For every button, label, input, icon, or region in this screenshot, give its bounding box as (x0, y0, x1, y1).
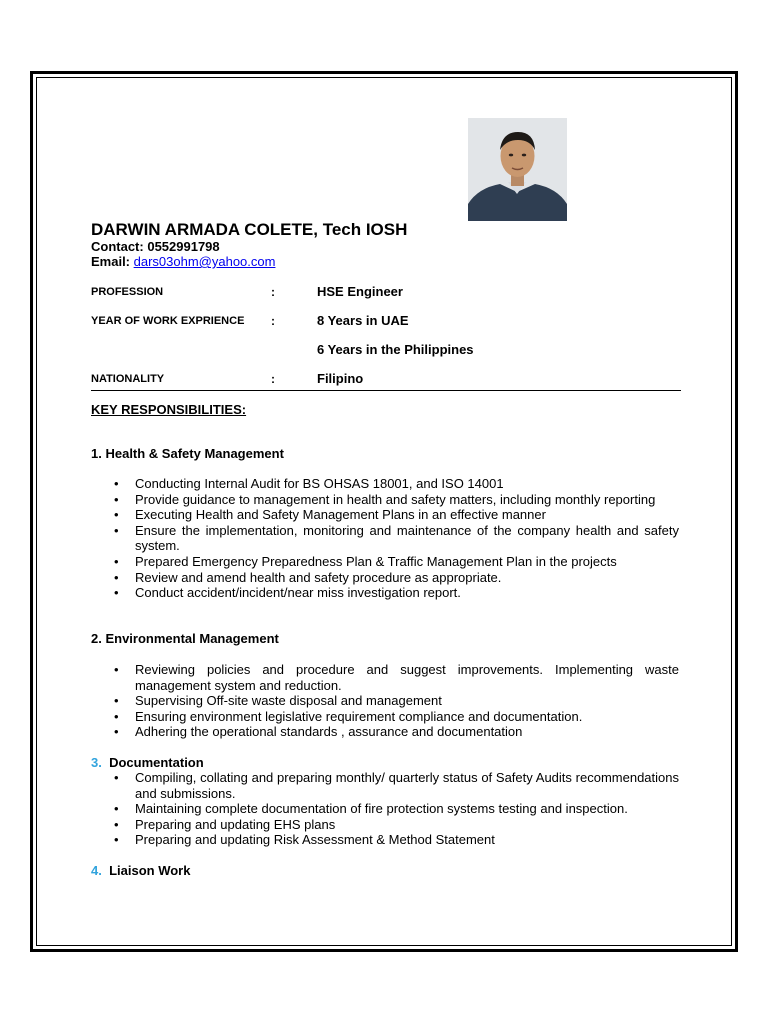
list-item: • Conduct accident/incident/near miss investigation report. (114, 585, 679, 601)
section-heading-health-safety (91, 446, 284, 461)
nationality-colon: : (271, 372, 275, 386)
list-item: • Conducting Internal Audit for BS OHSAS 18001, and ISO 14001 (114, 476, 679, 492)
section-number: 1. (91, 446, 102, 461)
experience-label: YEAR OF WORK EXPRIENCE (91, 315, 245, 327)
list-item: • Preparing and updating Risk Assessment & Method Statement (114, 832, 679, 848)
email-line (91, 254, 275, 269)
list-item: • Compiling, collating and preparing monthly/ quarterly status of Safety Audits recommendations and submissions. (114, 770, 679, 801)
experience-colon: : (271, 314, 275, 328)
section-number: 3. (91, 755, 102, 770)
list-item: • Executing Health and Safety Management Plans in an effective manner (114, 507, 679, 523)
section-heading-environmental (91, 631, 279, 646)
list-item: • Reviewing policies and procedure and suggest improvements. Implementing waste management system and reduction. (114, 662, 679, 693)
contact-label: Contact: (91, 239, 148, 254)
list-item: • Ensure the implementation, monitoring and maintenance of the company health and safety system. (114, 523, 679, 554)
section-title: Liaison Work (109, 863, 191, 878)
health-safety-list (114, 476, 679, 601)
profile-photo (468, 118, 567, 221)
list-item: • Provide guidance to management in health and safety matters, including monthly reporting (114, 492, 679, 508)
email-link[interactable]: dars03ohm@yahoo.com (133, 254, 276, 269)
list-item: • Supervising Off-site waste disposal and management (114, 693, 679, 709)
key-responsibilities-heading: KEY RESPONSIBILITIES: (91, 402, 247, 417)
section-number: 4. (91, 863, 102, 878)
environmental-list (114, 662, 679, 740)
section-title: Documentation (109, 755, 204, 770)
documentation-list (114, 770, 679, 848)
list-item: • Ensuring environment legislative requirement compliance and documentation. (114, 709, 679, 725)
list-item: • Prepared Emergency Preparedness Plan & Traffic Management Plan in the projects (114, 554, 679, 570)
profession-colon: : (271, 285, 275, 299)
email-label: Email: (91, 254, 134, 269)
experience-value-uae: 8 Years in UAE (317, 313, 409, 328)
section-title: Health & Safety Management (105, 446, 284, 461)
nationality-value: Filipino (317, 371, 364, 386)
profession-value: HSE Engineer (317, 284, 403, 299)
profession-label: PROFESSION (91, 286, 164, 298)
contact-line (91, 239, 220, 254)
contact-number: 0552991798 (147, 239, 220, 254)
candidate-name: DARWIN ARMADA COLETE, Tech IOSH (91, 220, 408, 239)
list-item: • Maintaining complete documentation of fire protection systems testing and inspection. (114, 801, 679, 817)
list-item: • Adhering the operational standards , assurance and documentation (114, 724, 679, 740)
divider-line (91, 390, 681, 391)
section-title: Environmental Management (105, 631, 279, 646)
section-number: 2. (91, 631, 102, 646)
experience-value-philippines: 6 Years in the Philippines (317, 342, 474, 357)
section-heading-liaison (91, 863, 190, 878)
nationality-label: NATIONALITY (91, 373, 165, 385)
section-heading-documentation (91, 755, 204, 770)
list-item: • Preparing and updating EHS plans (114, 817, 679, 833)
list-item: • Review and amend health and safety procedure as appropriate. (114, 570, 679, 586)
